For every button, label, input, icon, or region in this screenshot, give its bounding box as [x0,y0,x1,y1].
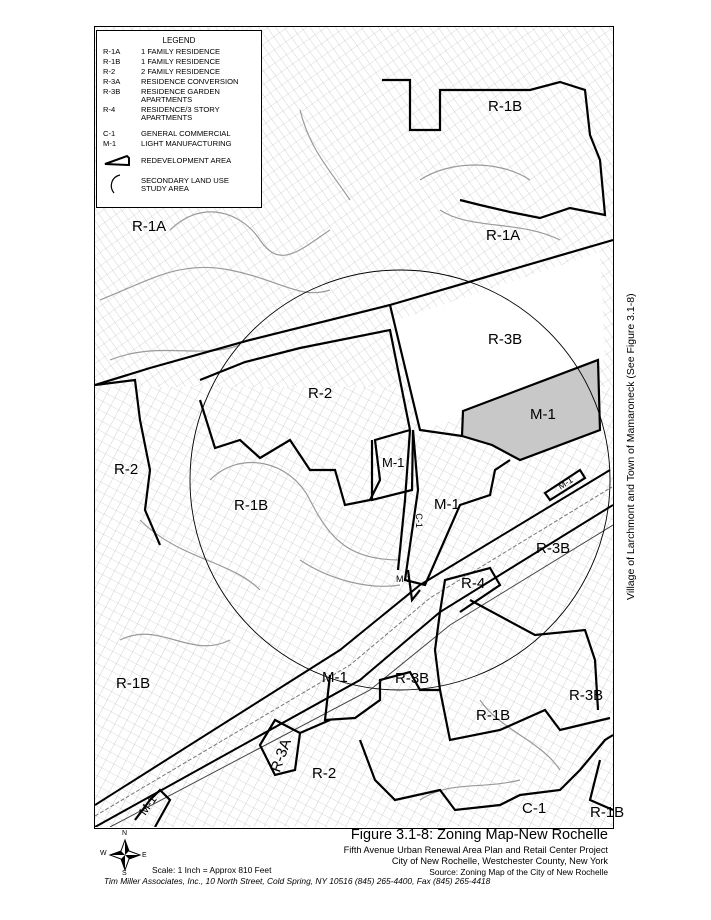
compass-w: W [100,850,107,857]
zone-label: R-2 [312,765,337,782]
zone-label: R-3B [569,687,604,704]
legend-row-r1b: R-1B 1 FAMILY RESIDENCE [103,57,221,66]
figure-title: Figure 3.1-8: Zoning Map-New Rochelle [350,827,608,843]
credit-line: Tim Miller Associates, Inc., 10 North Street, Cold Spring, NY 10516 (845) 265-4400, Fax (845) 265-4418 [104,876,491,886]
zone-label: R-3A [267,736,295,775]
zone-label: R-1A [132,218,167,235]
zone-label: C-1 [522,800,547,817]
zone-label: R-2 [308,385,333,402]
north-arrow [100,832,150,878]
legend-row-r4: R-4 RESIDENCE/3 STORY APARTMENTS [103,105,220,123]
legend-row-r3b: R-3B RESIDENCE GARDEN APARTMENTS [103,87,220,105]
zone-label: M-1 [556,474,575,492]
compass-e: E [142,852,147,859]
location-line: City of New Rochelle, Westchester County, New York [391,856,608,866]
legend-row-r1a: R-1A 1 FAMILY RESIDENCE [103,47,221,56]
zone-label: R-3B [395,670,430,687]
scale-text: Scale: 1 Inch = Approx 810 Feet [152,865,272,875]
legend-row-m1: M-1 LIGHT MANUFACTURING [103,139,232,148]
source-line: Source: Zoning Map of the City of New Rochelle [429,867,608,877]
zone-label: R-1A [486,227,521,244]
zone-label: R-4 [461,575,486,592]
zone-label: M-1 [382,455,405,470]
zone-label: C-1 [413,513,424,528]
redevelopment-area-icon [103,153,133,167]
zone-label: R-1B [476,707,511,724]
zone-label: M-1 [530,406,556,423]
legend-row-r2: R-2 2 FAMILY RESIDENCE [103,67,221,76]
zone-label: R-1B [116,675,151,692]
zone-label: R-1B [590,804,625,821]
legend-redevelopment-label: REDEVELOPMENT AREA [141,156,232,165]
zone-label: R-1B [234,497,269,514]
compass-s: S [122,870,127,877]
zone-label: M-1 [396,574,412,584]
legend-row-r3a: R-3A RESIDENCE CONVERSION [103,77,239,86]
zone-label: M-1 [322,669,348,686]
zone-label: R-2 [114,461,139,478]
zone-label: M-1 [434,496,460,513]
zone-label: R-1B [488,98,523,115]
compass-n: N [122,830,128,837]
legend-title: LEGEND [162,36,196,45]
legend-row-c1: C-1 GENERAL COMMERCIAL [103,129,231,138]
legend-box [96,30,262,208]
zone-label: R-3B [536,540,571,557]
study-area-icon [105,173,125,195]
legend-study-area-label: SECONDARY LAND USE STUDY AREA [141,176,229,194]
zone-label: R-3B [488,331,523,348]
zone-label: M-1 [136,792,160,818]
project-title: Fifth Avenue Urban Renewal Area Plan and Retail Center Project [343,845,608,855]
